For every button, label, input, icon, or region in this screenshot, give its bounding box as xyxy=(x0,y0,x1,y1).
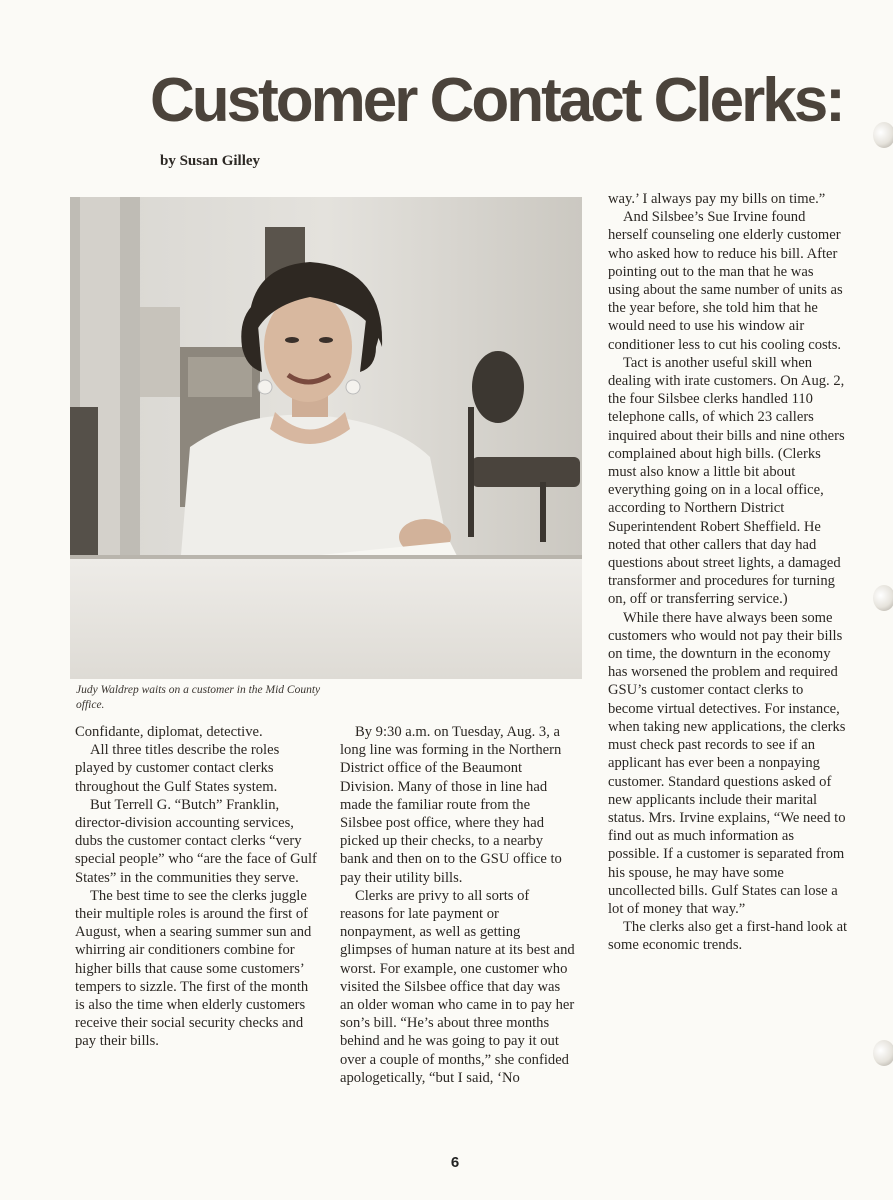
page-number: 6 xyxy=(450,1154,460,1171)
article-title: Customer Contact Clerks: xyxy=(150,66,843,135)
paragraph: But Terrell G. “Butch” Franklin, director-division accounting services, dubs the customer contact clerks “very special people” who “are the face of Gulf States” in the communities they serve. xyxy=(75,796,317,886)
paragraph: All three titles describe the roles played by customer contact clerks throughout the Gulf States system. xyxy=(75,742,280,795)
binder-hole-icon xyxy=(873,1040,893,1066)
photo-illustration xyxy=(70,197,582,679)
paragraph: Clerks are privy to all sorts of reasons for late payment or nonpayment, as well as getting glimpses of human nature at its best and worst. For example, one customer who visited the Silsbee office that day was an older woman who came in to pay her son’s bill. “He’s about three months behind and he was going to pay it out over a couple of months,” she confided apologetically, “but I said, ‘No xyxy=(340,887,575,1086)
binder-hole-icon xyxy=(873,585,893,611)
paragraph: The clerks also get a first-hand look at some economic trends. xyxy=(608,919,848,954)
text-column-2 xyxy=(340,723,575,1087)
paragraph: And Silsbee’s Sue Irvine found herself counseling one elderly customer who asked how to reduce his bill. After pointing out to the man that he was using about the same number of units as the year before, she told him that he would need to use his window air conditioner less to cut his cooling costs. xyxy=(608,209,843,353)
text-column-3 xyxy=(608,190,848,955)
paragraph: While there have always been some customers who would not pay their bills on time, the downturn in the economy has worsened the problem and required GSU’s customer contact clerks to become virtual detectives. For instance, when taking new applications, the clerks must check past records to see if an applicant has ever been a nonpaying customer. Standard questions asked of new applicants include their marital status. Mrs. Irvine explains, “We need to find out as much information as possible. If a customer is separated from his spouse, he may have some uncollected bills. Gulf States can lose a lot of money that way.” xyxy=(608,609,846,917)
paragraph: The best time to see the clerks juggle their multiple roles is around the first of August, when a searing summer sun and whirring air conditioners combine for higher bills that cause some customers’ tempers to sizzle. The first of the month is also the time when elderly customers receive their social security checks and pay their bills. xyxy=(75,887,312,1050)
text-column-1 xyxy=(75,723,320,1051)
photo-caption: Judy Waldrep waits on a customer in the Mid County office. xyxy=(76,684,321,711)
paragraph-opening: Confidante, diplomat, detective. xyxy=(75,724,263,740)
paragraph-continued: way.’ I always pay my bills on time.” xyxy=(608,191,826,207)
paragraph: By 9:30 a.m. on Tuesday, Aug. 3, a long line was forming in the Northern District office of the Beaumont Division. Many of those in line had made the familiar route from the Silsbee post office, where they had picked up their checks, to a nearby bank and then on to the GSU office to pay their utility bills. xyxy=(340,724,562,886)
byline: by Susan Gilley xyxy=(160,153,261,169)
binder-hole-icon xyxy=(873,122,893,148)
paragraph: Tact is another useful skill when dealing with irate customers. On Aug. 2, the four Silsbee clerks handled 110 telephone calls, of which 23 callers inquired about their bills and nine others complained about high bills. (Clerks must also know a little bit about everything going on in a local office, according to Northern District Superintendent Robert Sheffield. He noted that other callers that day had questions about street lights, a damaged transformer and procedures for turning on, off or transferring service.) xyxy=(608,354,845,608)
photo-clerk-at-counter xyxy=(70,197,582,679)
